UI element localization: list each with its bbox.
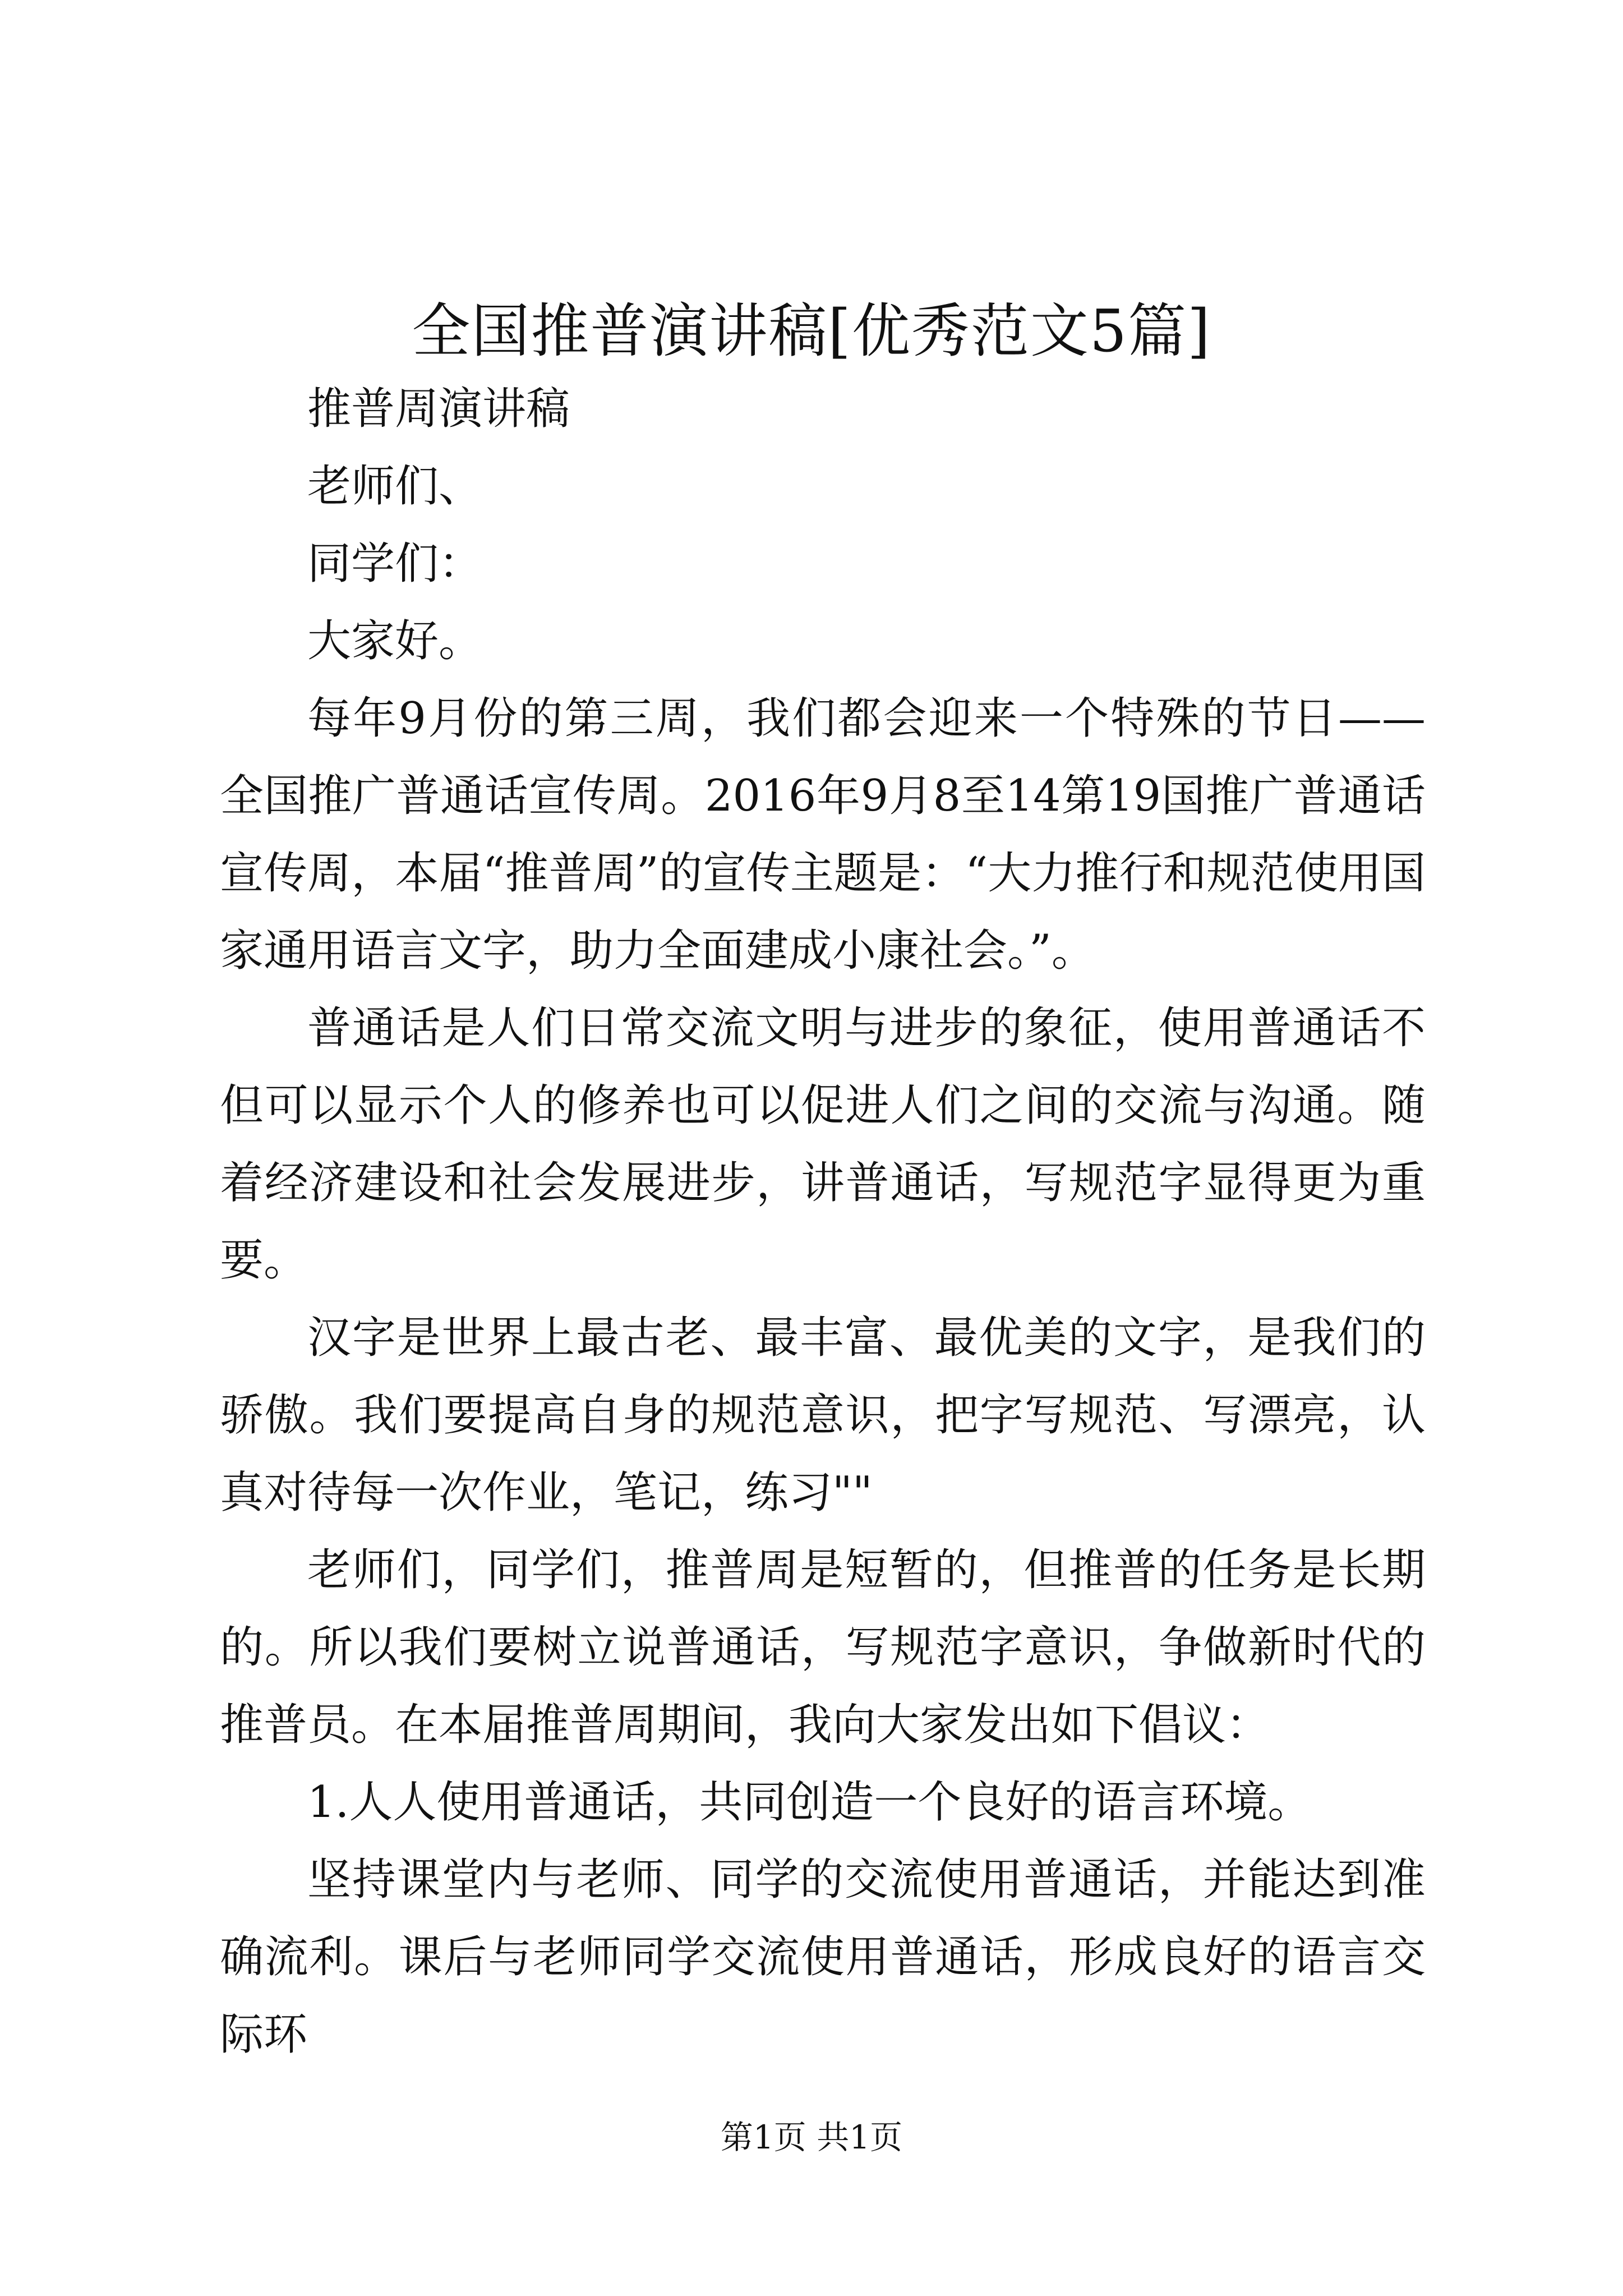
paragraph-subtitle: 推普周演讲稿	[307, 384, 570, 434]
paragraph-mandarin-importance: 普通话是人们日常交流文明与进步的象征，使用普通话不但可以显示个人的修养也可以促进人们之间的交流与沟通。随着经济建设和社会发展进步，讲普通话，写规范字显得更为重要。	[220, 1003, 1426, 1286]
paragraph-chinese-characters: 汉字是世界上最古老、最丰富、最优美的文字，是我们的骄傲。我们要提高自身的规范意识，把字写规范、写漂亮，认真对待每一次作业，笔记，练习""	[220, 1313, 1426, 1518]
paragraph-proposal: 老师们，同学们，推普周是短暂的，但推普的任务是长期的。所以我们要树立说普通话，写规范字意识，争做新时代的推普员。在本届推普周期间，我向大家发出如下倡议：	[220, 1545, 1426, 1750]
document-body	[220, 370, 1426, 2073]
paragraph-salutation-teachers: 老师们、	[307, 461, 483, 512]
paragraph-item-1: 1.人人使用普通话，共同创造一个良好的语言环境。	[307, 1777, 1312, 1828]
paragraph-greeting: 大家好。	[307, 616, 483, 666]
paragraph-intro: 每年9月份的第三周，我们都会迎来一个特殊的节日——全国推广普通话宣传周。2016年9月8至14第19国推广普通话宣传周，本届“推普周”的宣传主题是：“大力推行和规范使用国家通用语言文字，助力全面建成小康社会。”。	[220, 693, 1426, 976]
paragraph-item-1-detail: 坚持课堂内与老师、同学的交流使用普通话，并能达到准确流利。课后与老师同学交流使用普通话，形成良好的语言交际环	[220, 1855, 1426, 2060]
paragraph-salutation-students: 同学们：	[307, 539, 483, 589]
document-title: 全国推普演讲稿[优秀范文5篇]	[412, 297, 1211, 365]
page-footer: 第1页 共1页	[720, 2118, 903, 2156]
